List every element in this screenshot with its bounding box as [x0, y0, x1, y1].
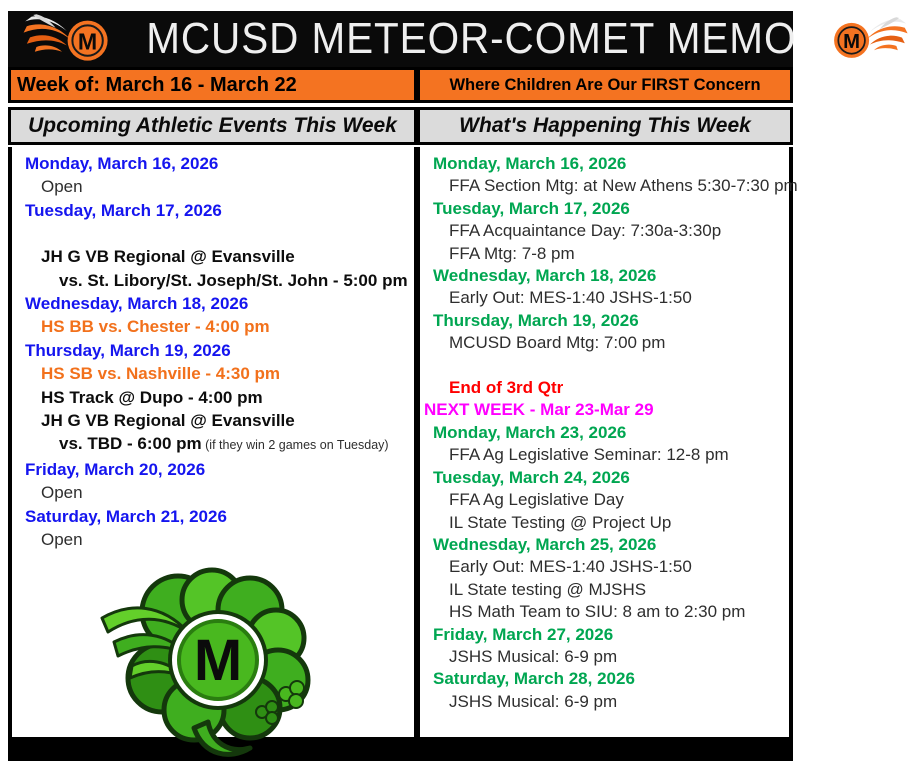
event-line: Early Out: MES-1:40 JSHS-1:50 — [449, 557, 692, 577]
event-line: Early Out: MES-1:40 JSHS-1:50 — [449, 288, 692, 308]
date-line: Monday, March 16, 2026 — [433, 154, 627, 173]
event-line: JSHS Musical: 6-9 pm — [449, 646, 618, 666]
event-line: JH G VB Regional @ Evansville — [41, 247, 295, 267]
svg-text:M: M — [77, 28, 98, 55]
date-line: Wednesday, March 25, 2026 — [433, 534, 657, 554]
date-line: Tuesday, March 24, 2026 — [433, 467, 630, 487]
event-line: JH G VB Regional @ Evansville — [41, 411, 295, 431]
week-of-banner: Week of: March 16 - March 22 — [8, 67, 417, 103]
event-line: IL State Testing @ Project Up — [449, 512, 672, 532]
memo-page — [8, 11, 860, 758]
happening-events-column — [417, 147, 798, 737]
date-line: Wednesday, March 18, 2026 — [433, 266, 657, 286]
date-line: Thursday, March 19, 2026 — [25, 340, 231, 360]
event-line: MCUSD Board Mtg: 7:00 pm — [449, 333, 666, 353]
date-line: Saturday, March 21, 2026 — [25, 506, 227, 526]
flaming-m-comet-icon — [825, 13, 909, 65]
event-line: vs. St. Libory/St. Joseph/St. John - 5:00 pm — [59, 270, 408, 290]
date-line: Thursday, March 19, 2026 — [433, 310, 639, 330]
date-line: Friday, March 27, 2026 — [433, 624, 614, 644]
memo-body — [8, 147, 798, 737]
event-line: HS Track @ Dupo - 4:00 pm — [41, 387, 263, 407]
event-line: Open — [41, 483, 83, 503]
event-line: FFA Ag Legislative Seminar: 12-8 pm — [449, 445, 729, 465]
event-line: vs. TBD - 6:00 pm (if they win 2 games on Tuesday) — [59, 434, 389, 454]
blank-line — [420, 355, 789, 377]
event-line: IL State testing @ MJSHS — [449, 579, 647, 599]
event-line: JSHS Musical: 6-9 pm — [449, 691, 618, 711]
event-line: FFA Ag Legislative Day — [449, 490, 624, 510]
svg-text:M: M — [842, 31, 860, 54]
memo-header — [8, 11, 860, 67]
date-line: Wednesday, March 18, 2026 — [25, 294, 249, 314]
athletic-events-list — [12, 152, 414, 552]
date-line: Friday, March 20, 2026 — [25, 459, 206, 479]
flaming-m-comet-icon — [22, 13, 118, 65]
date-line: Saturday, March 28, 2026 — [433, 669, 635, 689]
event-line: HS Math Team to SIU: 8 am to 2:30 pm — [449, 602, 746, 622]
svg-text:M: M — [193, 627, 243, 693]
blank-line — [12, 222, 414, 245]
event-line: FFA Acquaintance Day: 7:30a-3:30p — [449, 221, 722, 241]
happening-section-title: What's Happening This Week — [417, 107, 793, 145]
athletic-events-column — [8, 147, 417, 737]
event-line: Open — [41, 177, 83, 197]
date-line: Tuesday, March 17, 2026 — [433, 198, 630, 218]
happening-events-list — [420, 153, 798, 713]
event-line: HS BB vs. Chester - 4:00 pm — [41, 317, 270, 337]
banner-row — [8, 67, 793, 103]
event-line: Open — [41, 530, 83, 550]
date-line: Tuesday, March 17, 2026 — [25, 200, 222, 220]
athletics-section-title: Upcoming Athletic Events This Week — [8, 107, 417, 145]
event-note: (if they win 2 games on Tuesday) — [201, 438, 389, 453]
event-line: HS SB vs. Nashville - 4:30 pm — [41, 364, 281, 384]
event-line: FFA Mtg: 7-8 pm — [449, 243, 575, 263]
date-line: Monday, March 16, 2026 — [25, 154, 219, 173]
section-header-row — [8, 107, 793, 145]
date-line: Monday, March 23, 2026 — [433, 422, 627, 442]
event-line: FFA Section Mtg: at New Athens 5:30-7:30 pm — [449, 176, 798, 196]
event-line: End of 3rd Qtr — [449, 378, 564, 398]
memo-title: MCUSD METEOR-COMET MEMO — [146, 14, 797, 63]
clover-meteor-m-logo — [90, 560, 338, 765]
event-line: NEXT WEEK - Mar 23-Mar 29 — [424, 400, 654, 420]
motto-banner: Where Children Are Our FIRST Concern — [417, 67, 793, 103]
